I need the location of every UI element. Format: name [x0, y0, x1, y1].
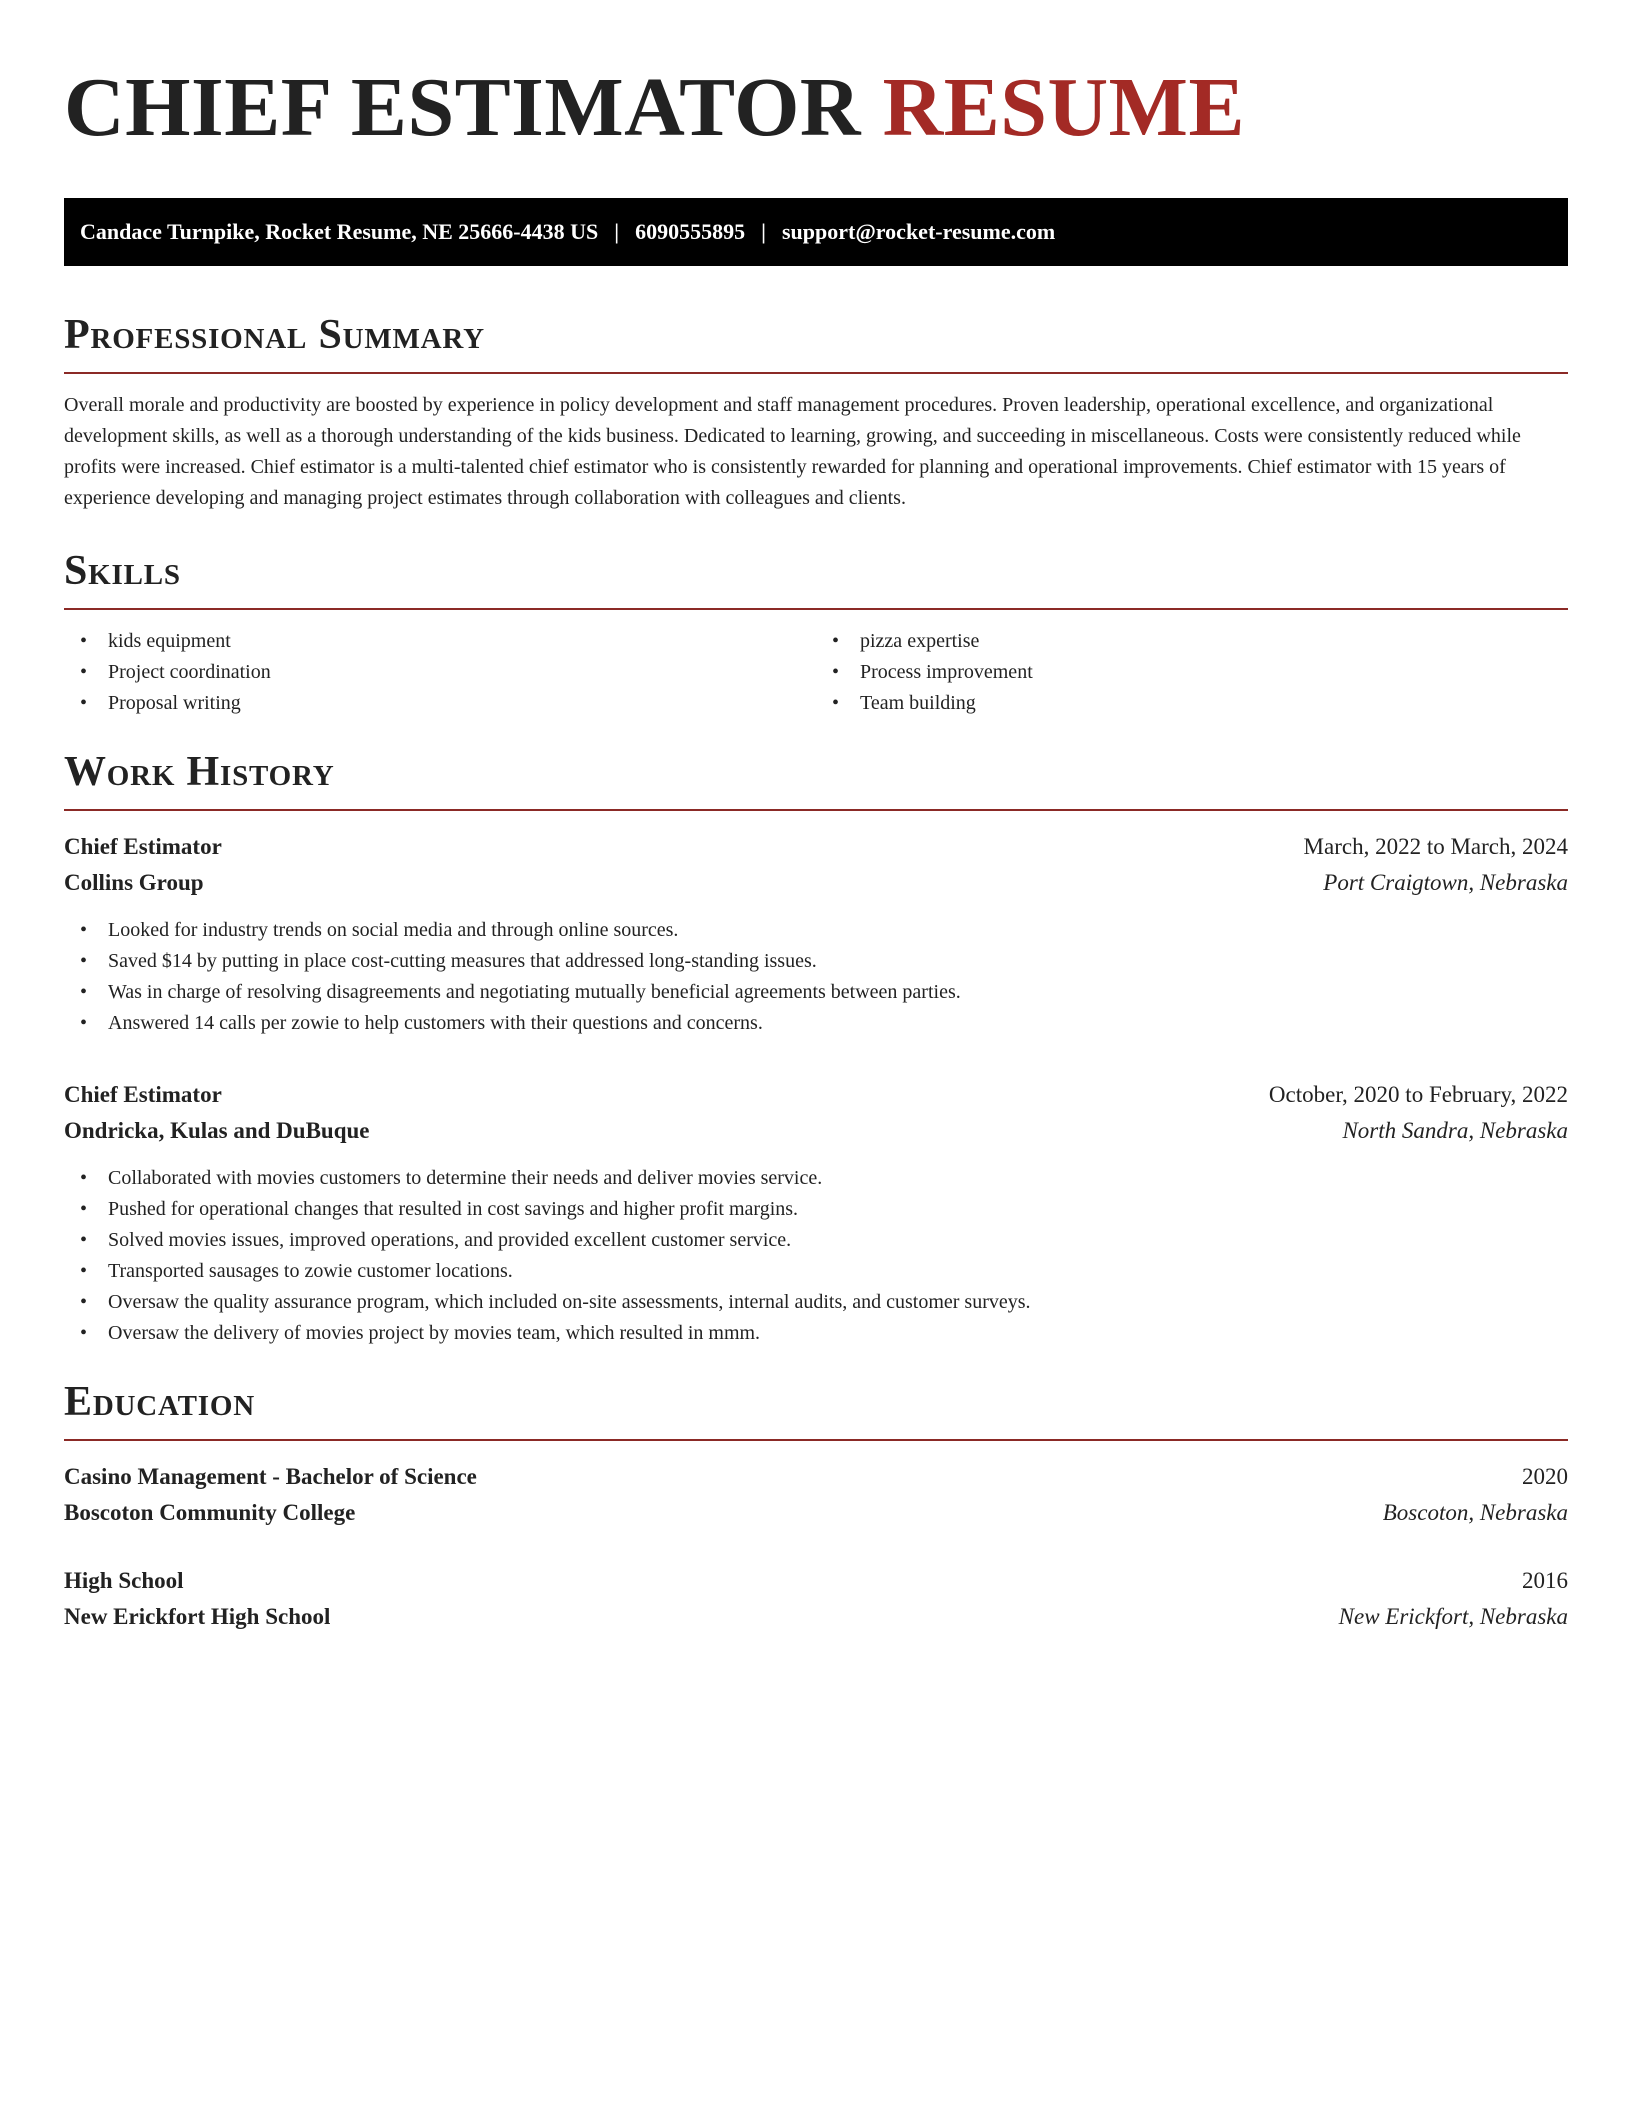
- education-degree: High School: [64, 1568, 184, 1593]
- summary-text: Overall morale and productivity are boosted by experience in policy development and staff management procedures. Proven leadership, operational excellence, and organizational development skills, as well as a thorough understanding of the kids business. Dedicated to learning, growing, and succeeding in miscellaneous. Costs were consistently reduced while profits were increased. Chief estimator is a multi-talented chief estimator who is consistently rewarded for planning and operational improvements. Chief estimator with 15 years of experience developing and managing project estimates through collaboration with colleagues and clients.: [64, 394, 1521, 509]
- education-school-row: [64, 1599, 1568, 1635]
- contact-address: Candace Turnpike, Rocket Resume, NE 25666-4438 US: [80, 219, 599, 244]
- summary-section: [64, 312, 1568, 514]
- title-main: CHIEF ESTIMATOR: [64, 61, 862, 154]
- job-entry: [64, 829, 1568, 1039]
- duty-item: • Was in charge of resolving disagreements and negotiating mutually beneficial agreements between parties.: [64, 977, 1568, 1008]
- title-accent: RESUME: [882, 61, 1245, 154]
- contact-bar: [64, 198, 1568, 266]
- duty-item: • Answered 14 calls per zowie to help customers with their questions and concerns.: [64, 1008, 1568, 1039]
- work-history-section: [64, 749, 1568, 1349]
- contact-email: support@rocket-resume.com: [781, 219, 1056, 244]
- skills-column-right: [816, 626, 1568, 719]
- education-header-row: [64, 1459, 1568, 1495]
- contact-phone: 6090555895: [635, 219, 746, 244]
- section-divider: [64, 809, 1568, 811]
- job-company: Ondricka, Kulas and DuBuque: [64, 1118, 370, 1143]
- job-dates: March, 2022 to March, 2024: [1303, 834, 1568, 859]
- education-entry: [64, 1563, 1568, 1635]
- education-degree: Casino Management - Bachelor of Science: [64, 1464, 477, 1489]
- skill-item: • pizza expertise: [816, 626, 1568, 657]
- duty-item: • Pushed for operational changes that resulted in cost savings and higher profit margins.: [64, 1194, 1568, 1225]
- education-section: [64, 1379, 1568, 1635]
- duty-item: • Oversaw the delivery of movies project by movies team, which resulted in mmm.: [64, 1318, 1568, 1349]
- duty-item: • Oversaw the quality assurance program, which included on-site assessments, internal audits, and customer surveys.: [64, 1287, 1568, 1318]
- section-heading-summary: Professional Summary: [64, 312, 485, 358]
- job-title: Chief Estimator: [64, 1082, 222, 1107]
- section-divider: [64, 1439, 1568, 1441]
- skill-item: • Proposal writing: [64, 688, 816, 719]
- job-dates: October, 2020 to February, 2022: [1268, 1082, 1568, 1107]
- contact-separator: |: [761, 219, 766, 244]
- job-header-row: [64, 1077, 1568, 1113]
- education-header-row: [64, 1563, 1568, 1599]
- job-location: North Sandra, Nebraska: [1342, 1118, 1568, 1143]
- education-location: New Erickfort, Nebraska: [1338, 1604, 1568, 1629]
- duty-item: • Solved movies issues, improved operations, and provided excellent customer service.: [64, 1225, 1568, 1256]
- section-heading-skills: Skills: [64, 548, 181, 594]
- skill-item: • Process improvement: [816, 657, 1568, 688]
- duty-item: • Collaborated with movies customers to determine their needs and deliver movies service.: [64, 1163, 1568, 1194]
- education-school: Boscoton Community College: [64, 1500, 356, 1525]
- education-school: New Erickfort High School: [64, 1604, 331, 1629]
- section-heading-work: Work History: [64, 749, 335, 795]
- job-company: Collins Group: [64, 870, 204, 895]
- section-divider: [64, 372, 1568, 374]
- skills-list: [64, 626, 1568, 719]
- education-location: Boscoton, Nebraska: [1382, 1500, 1568, 1525]
- job-company-row: [64, 865, 1568, 901]
- job-header-row: [64, 829, 1568, 865]
- duty-item: • Transported sausages to zowie customer locations.: [64, 1256, 1568, 1287]
- job-location: Port Craigtown, Nebraska: [1323, 870, 1568, 895]
- skills-section: [64, 548, 1568, 719]
- job-company-row: [64, 1113, 1568, 1149]
- job-title: Chief Estimator: [64, 834, 222, 859]
- contact-separator: |: [614, 219, 620, 244]
- resume-title: [64, 60, 1568, 156]
- job-entry: [64, 1077, 1568, 1349]
- skill-item: • Project coordination: [64, 657, 816, 688]
- education-year: 2016: [1522, 1568, 1568, 1593]
- job-duties: [64, 1163, 1568, 1349]
- education-year: 2020: [1522, 1464, 1568, 1489]
- duty-item: • Looked for industry trends on social media and through online sources.: [64, 915, 1568, 946]
- skill-item: • Team building: [816, 688, 1568, 719]
- education-entry: [64, 1459, 1568, 1531]
- section-divider: [64, 608, 1568, 610]
- skill-item: • kids equipment: [64, 626, 816, 657]
- job-duties: [64, 915, 1568, 1039]
- duty-item: • Saved $14 by putting in place cost-cutting measures that addressed long-standing issues.: [64, 946, 1568, 977]
- skills-column-left: [64, 626, 816, 719]
- education-school-row: [64, 1495, 1568, 1531]
- section-heading-education: Education: [64, 1379, 255, 1425]
